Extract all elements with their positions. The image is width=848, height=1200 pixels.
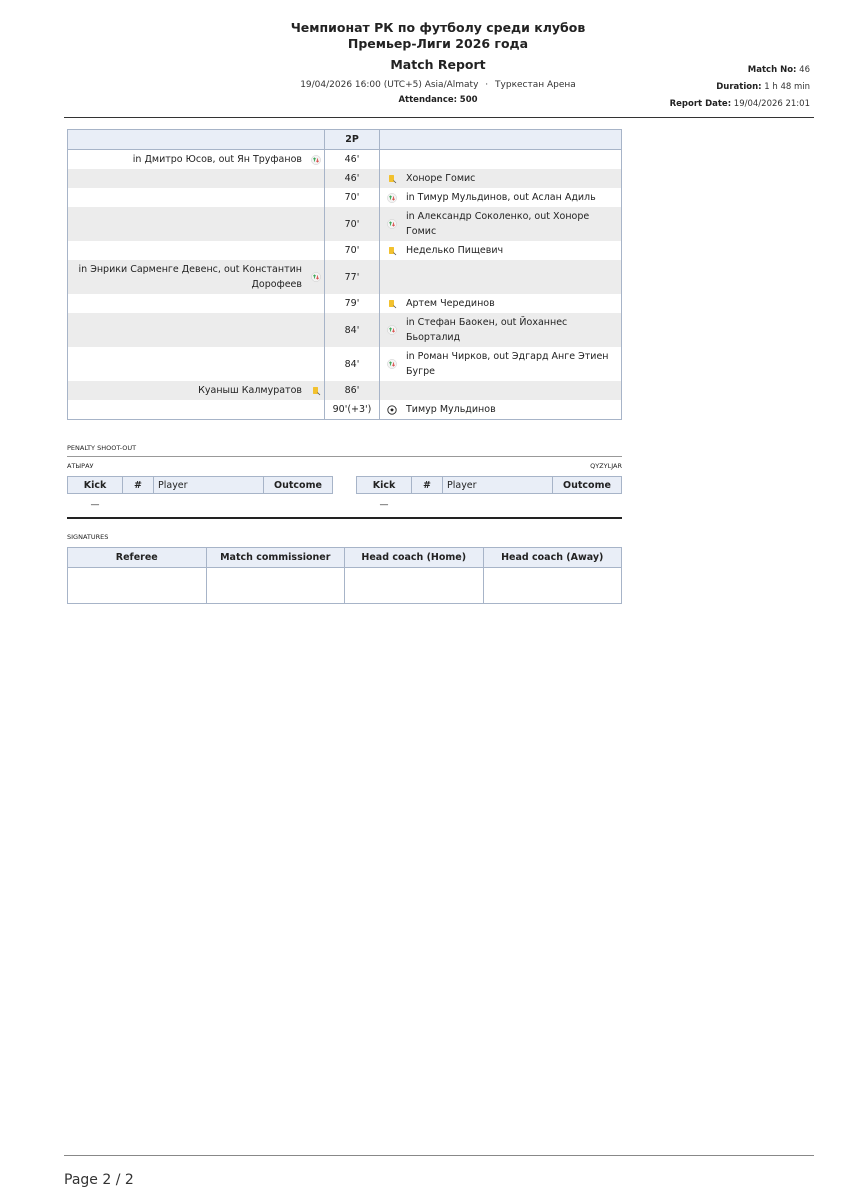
event-row xyxy=(68,260,622,294)
col-kick: Kick xyxy=(357,477,412,494)
event-minute: 77' xyxy=(325,260,380,294)
empty-cell xyxy=(308,313,325,347)
header-divider xyxy=(64,117,814,118)
penalty-empty-row xyxy=(68,494,333,517)
empty-cell xyxy=(308,241,325,260)
event-away-player: in Роман Чирков, out Эдгард Анге Этиен Бугре xyxy=(406,351,609,377)
sig-col-home-coach: Head coach (Home) xyxy=(345,548,484,568)
substitution-icon xyxy=(308,260,325,294)
event-home-player xyxy=(68,313,309,347)
substitution-icon xyxy=(308,150,325,170)
col-number: # xyxy=(412,477,443,494)
substitution-icon xyxy=(380,188,401,207)
col-player: Player xyxy=(154,477,264,494)
penalty-bottom-rule xyxy=(67,517,622,519)
event-row xyxy=(68,400,622,420)
event-away-player: in Тимур Мульдинов, out Аслан Адиль xyxy=(406,192,596,203)
penalty-home-team: АТЫРАУ xyxy=(67,462,94,470)
goal-icon xyxy=(380,400,401,420)
attendance-label: Attendance: xyxy=(398,95,458,105)
col-outcome: Outcome xyxy=(553,477,622,494)
event-home-player: in Энрики Сарменге Девенс, out Константин Дорофеев xyxy=(68,260,309,294)
competition-title: Чемпионат РК по футболу среди клубов xyxy=(290,20,586,35)
event-away-player: Артем Черединов xyxy=(406,298,495,309)
penalty-section-label: PENALTY SHOOT-OUT xyxy=(67,444,137,452)
event-home-player xyxy=(68,294,309,313)
empty-cell xyxy=(308,294,325,313)
event-home-player xyxy=(68,207,309,241)
match-info xyxy=(670,62,810,113)
signatures-row xyxy=(68,568,622,604)
event-row xyxy=(68,188,622,207)
sig-col-referee: Referee xyxy=(68,548,207,568)
match-duration: Duration: 1 h 48 min xyxy=(716,82,810,92)
period-label: 2P xyxy=(325,130,380,150)
event-away-player: in Александр Соколенко, out Хоноре Гомис xyxy=(400,207,622,241)
match-datetime: 19/04/2026 16:00 (UTC+5) Asia/Almaty xyxy=(300,80,479,90)
penalty-empty: — xyxy=(90,500,100,510)
event-row xyxy=(68,313,622,347)
empty-cell xyxy=(308,188,325,207)
penalty-table-away xyxy=(356,476,622,516)
event-away-player: Неделько Пищевич xyxy=(406,245,504,256)
event-away-player xyxy=(400,260,622,294)
penalty-away-team: QYZYLJAR xyxy=(590,462,622,470)
signature-box[interactable] xyxy=(345,568,484,604)
footer-divider xyxy=(64,1155,814,1156)
event-minute: 86' xyxy=(325,381,380,400)
penalty-empty-row xyxy=(357,494,622,517)
substitution-icon xyxy=(380,347,401,381)
event-minute: 70' xyxy=(325,241,380,260)
match-venue: Туркестан Арена xyxy=(495,80,576,90)
events-table xyxy=(67,129,622,420)
signature-box[interactable] xyxy=(68,568,207,604)
sig-col-commissioner: Match commissioner xyxy=(206,548,345,568)
penalty-header-row xyxy=(68,477,333,494)
report-date: Report Date: 19/04/2026 21:01 xyxy=(669,99,810,109)
report-title: Match Report xyxy=(390,57,486,72)
event-minute: 84' xyxy=(325,313,380,347)
event-minute: 90'(+3') xyxy=(325,400,380,420)
match-no: Match No: 46 xyxy=(747,65,810,75)
col-outcome: Outcome xyxy=(264,477,333,494)
event-minute: 84' xyxy=(325,347,380,381)
empty-cell xyxy=(308,400,325,420)
event-home-player xyxy=(68,241,309,260)
signatures-section-label: SIGNATURES xyxy=(67,533,109,541)
penalty-header-row xyxy=(357,477,622,494)
match-meta xyxy=(238,80,638,90)
event-away-player: in Стефан Баокен, out Йоханнес Бьорталид xyxy=(400,313,622,347)
competition-subtitle: Премьер-Лиги 2026 года xyxy=(347,36,529,51)
empty-cell xyxy=(308,169,325,188)
col-number: # xyxy=(123,477,154,494)
event-away-player: Тимур Мульдинов xyxy=(406,404,496,415)
yellow-card-icon xyxy=(380,294,401,313)
event-away-player xyxy=(400,150,622,170)
event-away-player: Хоноре Гомис xyxy=(400,169,622,188)
penalty-divider xyxy=(67,456,622,457)
event-minute: 46' xyxy=(325,169,380,188)
event-row xyxy=(68,241,622,260)
signature-box[interactable] xyxy=(206,568,345,604)
empty-cell xyxy=(380,381,401,400)
signature-box[interactable] xyxy=(483,568,622,604)
penalty-empty: — xyxy=(379,500,389,510)
event-minute: 46' xyxy=(325,150,380,170)
yellow-card-icon xyxy=(380,169,401,188)
event-row xyxy=(68,294,622,313)
signatures-header-row xyxy=(68,548,622,568)
meta-separator: · xyxy=(485,80,489,90)
attendance xyxy=(238,95,638,105)
event-home-player xyxy=(68,169,309,188)
event-row xyxy=(68,150,622,170)
event-minute: 79' xyxy=(325,294,380,313)
penalty-table-home xyxy=(67,476,333,516)
event-home-player: Куаныш Калмуратов xyxy=(68,381,309,400)
sig-col-away-coach: Head coach (Away) xyxy=(483,548,622,568)
event-minute: 70' xyxy=(325,207,380,241)
substitution-icon xyxy=(380,207,401,241)
empty-cell xyxy=(308,207,325,241)
event-home-player: in Дмитро Юсов, out Ян Труфанов xyxy=(132,154,302,165)
event-row xyxy=(68,169,622,188)
empty-cell xyxy=(380,260,401,294)
empty-cell xyxy=(380,150,401,170)
report-header xyxy=(0,0,848,120)
event-away-player xyxy=(400,381,622,400)
col-player: Player xyxy=(443,477,553,494)
signatures-table xyxy=(67,547,622,604)
event-home-player xyxy=(68,347,309,381)
title-block xyxy=(238,20,638,105)
attendance-value: 500 xyxy=(459,95,478,105)
events-header-row xyxy=(68,130,622,150)
event-minute: 70' xyxy=(325,188,380,207)
event-home-player xyxy=(68,188,309,207)
yellow-card-icon xyxy=(308,381,325,400)
event-row xyxy=(68,207,622,241)
event-row xyxy=(68,347,622,381)
empty-cell xyxy=(308,347,325,381)
yellow-card-icon xyxy=(380,241,401,260)
page-number: Page 2 / 2 xyxy=(64,1172,134,1188)
substitution-icon xyxy=(380,313,401,347)
col-kick: Kick xyxy=(68,477,123,494)
event-row xyxy=(68,381,622,400)
event-home-player xyxy=(68,400,309,420)
